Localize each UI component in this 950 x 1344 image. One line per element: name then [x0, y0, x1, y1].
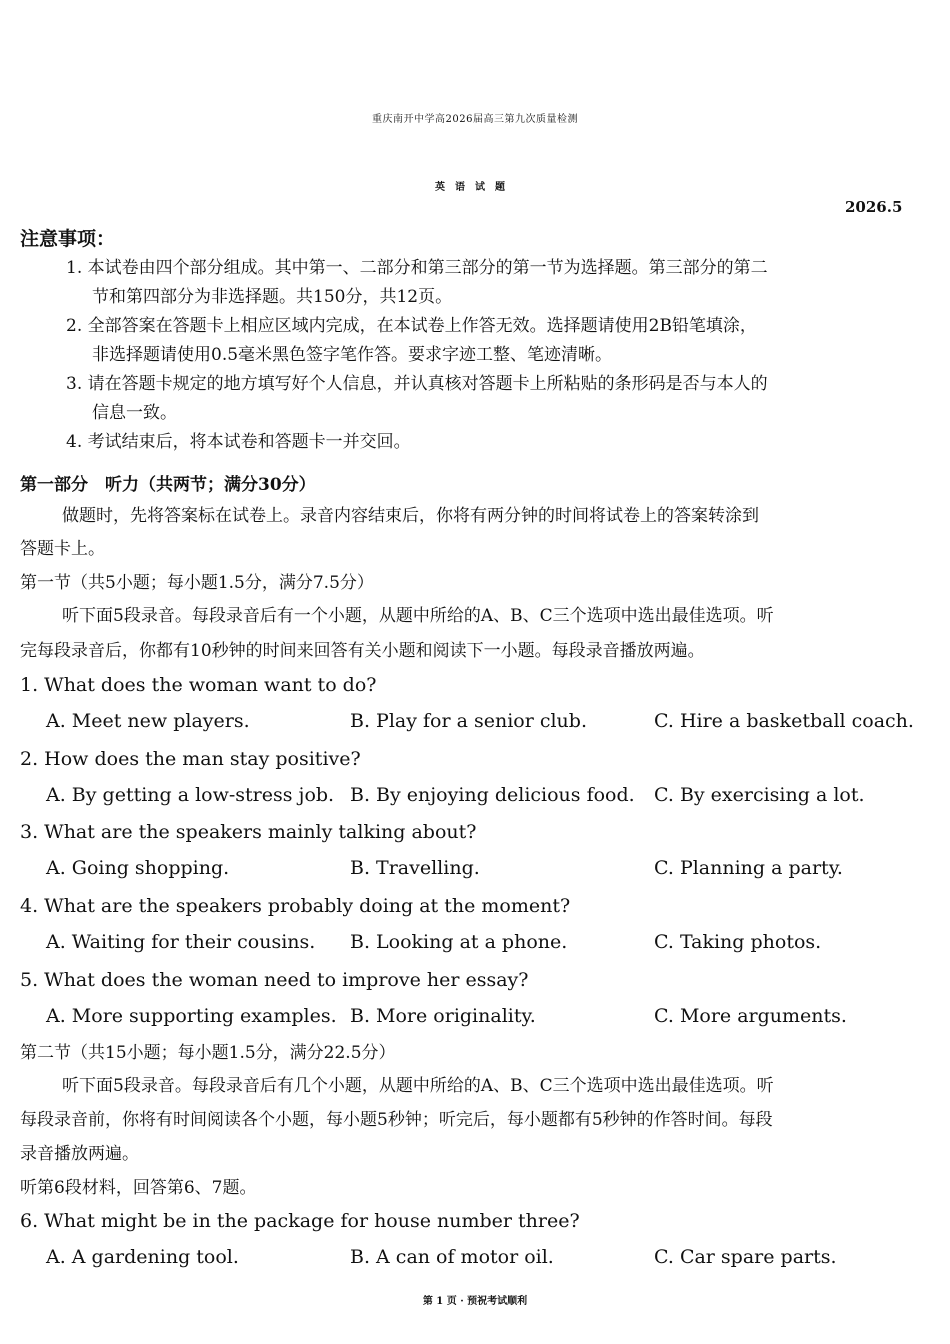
question-5-option-a: A. More supporting examples.: [46, 1005, 337, 1027]
page-title: 重庆南开中学高2026届高三第九次质量检测: [372, 114, 578, 125]
question-4-option-b: B. Looking at a phone.: [350, 931, 568, 953]
question-1-option-c: C. Hire a basketball coach.: [654, 710, 914, 732]
exam-date: 2026.5: [845, 198, 903, 216]
question-2-option-c: C. By exercising a lot.: [654, 784, 865, 806]
question-4-option-c: C. Taking photos.: [654, 931, 822, 953]
question-3: 3. What are the speakers mainly talking about?: [20, 821, 477, 843]
notice-item-3-line1: 3. 请在答题卡规定的地方填写好个人信息，并认真核对答题卡上所粘贴的条形码是否与本人的: [66, 374, 768, 394]
material-instruction: 听第6段材料，回答第6、7题。: [20, 1178, 257, 1198]
notice-item-1-line2: 节和第四部分为非选择题。共150分，共12页。: [92, 287, 453, 307]
part1-heading: 第一部分 听力（共两节；满分30分）: [20, 475, 316, 495]
question-6-option-a: A. A gardening tool.: [46, 1246, 239, 1268]
question-6-option-b: B. A can of motor oil.: [350, 1246, 554, 1268]
notice-item-1-line1: 1. 本试卷由四个部分组成。其中第一、二部分和第三部分的第一节为选择题。第三部分的第二: [66, 258, 768, 278]
question-2-option-b: B. By enjoying delicious food.: [350, 784, 635, 806]
notice-heading: 注意事项：: [20, 228, 116, 250]
section2-intro-line3: 录音播放两遍。: [20, 1144, 139, 1164]
question-5-option-c: C. More arguments.: [654, 1005, 847, 1027]
question-1-option-b: B. Play for a senior club.: [350, 710, 587, 732]
question-6: 6. What might be in the package for house number three?: [20, 1210, 580, 1232]
question-3-option-a: A. Going shopping.: [46, 857, 230, 879]
question-5: 5. What does the woman need to improve her essay?: [20, 969, 529, 991]
question-4-option-a: A. Waiting for their cousins.: [46, 931, 316, 953]
question-2: 2. How does the man stay positive?: [20, 748, 361, 770]
question-1-option-a: A. Meet new players.: [46, 710, 250, 732]
section2-intro-line2: 每段录音前，你将有时间阅读各个小题，每小题5秒钟；听完后，每小题都有5秒钟的作答时间。每段: [20, 1110, 773, 1130]
part1-intro-line1: 做题时，先将答案标在试卷上。录音内容结束后，你将有两分钟的时间将试卷上的答案转涂到: [62, 506, 759, 526]
question-5-option-b: B. More originality.: [350, 1005, 536, 1027]
section1-intro-line1: 听下面5段录音。每段录音后有一个小题，从题中所给的A、B、C三个选项中选出最佳选项。听: [62, 606, 774, 626]
notice-item-3-line2: 信息一致。: [92, 403, 177, 423]
question-1: 1. What does the woman want to do?: [20, 674, 377, 696]
question-6-option-c: C. Car spare parts.: [654, 1246, 837, 1268]
question-2-option-a: A. By getting a low-stress job.: [46, 784, 335, 806]
section2-heading: 第二节（共15小题；每小题1.5分，满分22.5分）: [20, 1043, 396, 1063]
section1-intro-line2: 完每段录音后，你都有10秒钟的时间来回答有关小题和阅读下一小题。每段录音播放两遍。: [20, 641, 705, 661]
page-footer: 第 1 页 · 预祝考试顺利: [422, 1296, 528, 1307]
part1-intro-line2: 答题卡上。: [20, 539, 105, 559]
question-3-option-c: C. Planning a party.: [654, 857, 843, 879]
section1-heading: 第一节（共5小题；每小题1.5分，满分7.5分）: [20, 573, 374, 593]
question-4: 4. What are the speakers probably doing at the moment?: [20, 895, 571, 917]
question-3-option-b: B. Travelling.: [350, 857, 480, 879]
exam-subtitle: 英语试题: [435, 182, 515, 193]
notice-item-4-line1: 4. 考试结束后，将本试卷和答题卡一并交回。: [66, 432, 411, 452]
notice-item-2-line2: 非选择题请使用0.5毫米黑色签字笔作答。要求字迹工整、笔迹清晰。: [92, 345, 613, 365]
notice-item-2-line1: 2. 全部答案在答题卡上相应区域内完成，在本试卷上作答无效。选择题请使用2B铅笔填涂，: [66, 316, 757, 336]
section2-intro-line1: 听下面5段录音。每段录音后有几个小题，从题中所给的A、B、C三个选项中选出最佳选项。听: [62, 1076, 774, 1096]
